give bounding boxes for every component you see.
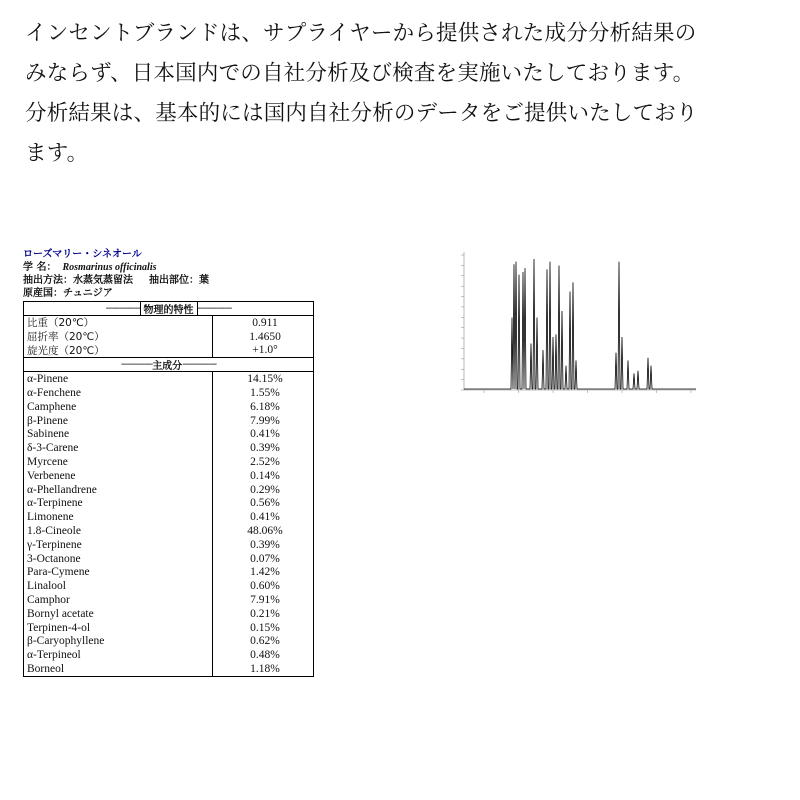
row-value: 0.21%: [250, 607, 280, 620]
table-row: [24, 400, 313, 414]
row-value: 0.62%: [250, 635, 280, 648]
row-name: α-Phellandrene: [27, 483, 97, 496]
row-value: 0.41%: [250, 428, 280, 441]
table-row: [24, 593, 313, 607]
row-value: 0.29%: [250, 483, 280, 496]
part-label: 抽出部位：: [149, 275, 199, 286]
sheet-header: [23, 248, 314, 300]
row-value: 7.99%: [250, 414, 280, 427]
row-value: 0.14%: [250, 469, 280, 482]
table-row: [24, 510, 313, 524]
origin-label: 原産国：: [23, 288, 63, 299]
components-heading-row: ------------ 主成分 -------------: [24, 357, 313, 372]
row-name: Limonene: [27, 511, 74, 524]
chromatogram: [416, 244, 702, 404]
origin-row: [23, 287, 314, 300]
physical-heading: 物理的特性: [140, 302, 198, 316]
row-name: Camphor: [27, 594, 70, 607]
component-list: [24, 372, 313, 676]
intro-line: インセントブランドは、サプライヤーから提供された成分分析結果の: [25, 21, 697, 46]
row-name: Bornyl acetate: [27, 607, 94, 620]
table-row: [24, 538, 313, 552]
chromatogram-trace: [464, 259, 696, 389]
table-row: [24, 552, 313, 566]
row-name: Camphene: [27, 400, 77, 413]
row-value: 0.15%: [250, 621, 280, 634]
components-heading: 主成分: [152, 361, 183, 373]
table-row: [24, 648, 313, 662]
row-name: Myrcene: [27, 456, 68, 469]
table-row: [24, 386, 313, 400]
row-value: 7.91%: [250, 594, 280, 607]
table-row: [24, 441, 313, 455]
intro-line: みならず、日本国内での自社分析及び検査を実施いたしております。: [25, 61, 695, 86]
row-name: 3-Octanone: [27, 552, 81, 565]
row-name: 屈折率（20℃）: [27, 331, 105, 344]
table-row: [24, 414, 313, 428]
row-name: Borneol: [27, 663, 65, 676]
row-value: 1.42%: [250, 566, 280, 579]
table-row: [24, 524, 313, 538]
row-value: 0.39%: [250, 442, 280, 455]
row-value: 0.911: [252, 316, 278, 329]
row-name: Verbenene: [27, 469, 76, 482]
row-value: 0.56%: [250, 497, 280, 510]
row-value: 0.48%: [250, 649, 280, 662]
row-name: γ-Terpinene: [27, 538, 82, 551]
row-value: 2.52%: [250, 456, 280, 469]
row-value: 6.18%: [250, 400, 280, 413]
part-value: 葉: [199, 275, 209, 286]
row-value: +1.0°: [252, 344, 278, 357]
row-value: 0.60%: [250, 580, 280, 593]
table-row: [24, 579, 313, 593]
row-name: 旋光度（20℃）: [27, 345, 105, 357]
analysis-sheet: [23, 248, 314, 677]
row-name: α-Fenchene: [27, 387, 81, 400]
table-row: [24, 607, 313, 621]
analysis-table: [23, 301, 314, 677]
row-value: 14.15%: [247, 373, 283, 386]
row-name: Terpinen-4-ol: [27, 621, 91, 634]
physical-heading-row: ------------- 物理的特性 -------------: [24, 302, 313, 316]
method-label: 抽出方法：: [23, 275, 73, 286]
row-value: 0.07%: [250, 552, 280, 565]
row-value: 1.18%: [250, 663, 280, 676]
origin-value: チュニジア: [63, 288, 113, 299]
intro-text: [25, 14, 785, 174]
row-value: 48.06%: [247, 525, 283, 538]
table-row: [24, 344, 313, 358]
table-row: [24, 455, 313, 469]
physical-properties: [24, 316, 313, 357]
table-row: [24, 330, 313, 344]
table-row: [24, 469, 313, 483]
row-name: δ-3-Carene: [27, 442, 79, 455]
sheet-title: ローズマリー・シネオール: [23, 249, 142, 260]
row-name: β-Pinene: [27, 414, 68, 427]
row-value: 1.55%: [250, 387, 280, 400]
row-name: 1.8-Cineole: [27, 525, 81, 538]
row-value: 0.39%: [250, 538, 280, 551]
row-name: β-Caryophyllene: [27, 635, 105, 648]
row-value: 1.4650: [249, 330, 281, 343]
intro-line: ます。: [25, 141, 89, 166]
table-row: [24, 662, 313, 676]
latin-name-label: 学 名：: [23, 262, 57, 273]
table-row: [24, 566, 313, 580]
latin-name-row: [23, 261, 314, 274]
row-name: Linalool: [27, 580, 66, 593]
method-row: [23, 274, 314, 287]
chromatogram-axes: [461, 252, 696, 393]
row-name: Para-Cymene: [27, 566, 90, 579]
latin-name-value: Rosmarinus officinalis: [62, 262, 157, 273]
row-name: α-Terpineol: [27, 649, 81, 662]
row-name: 比重（20℃）: [27, 317, 95, 330]
row-name: Sabinene: [27, 428, 70, 441]
table-row: [24, 497, 313, 511]
table-row: [24, 428, 313, 442]
table-row: [24, 483, 313, 497]
table-row: [24, 372, 313, 386]
table-row: [24, 316, 313, 330]
row-value: 0.41%: [250, 511, 280, 524]
table-row: [24, 635, 313, 649]
row-name: α-Pinene: [27, 373, 69, 386]
table-row: [24, 621, 313, 635]
row-name: α-Terpinene: [27, 497, 83, 510]
method-value: 水蒸気蒸留法: [73, 275, 133, 286]
intro-line: 分析結果は、基本的には国内自社分析のデータをご提供いたしており: [25, 101, 698, 126]
